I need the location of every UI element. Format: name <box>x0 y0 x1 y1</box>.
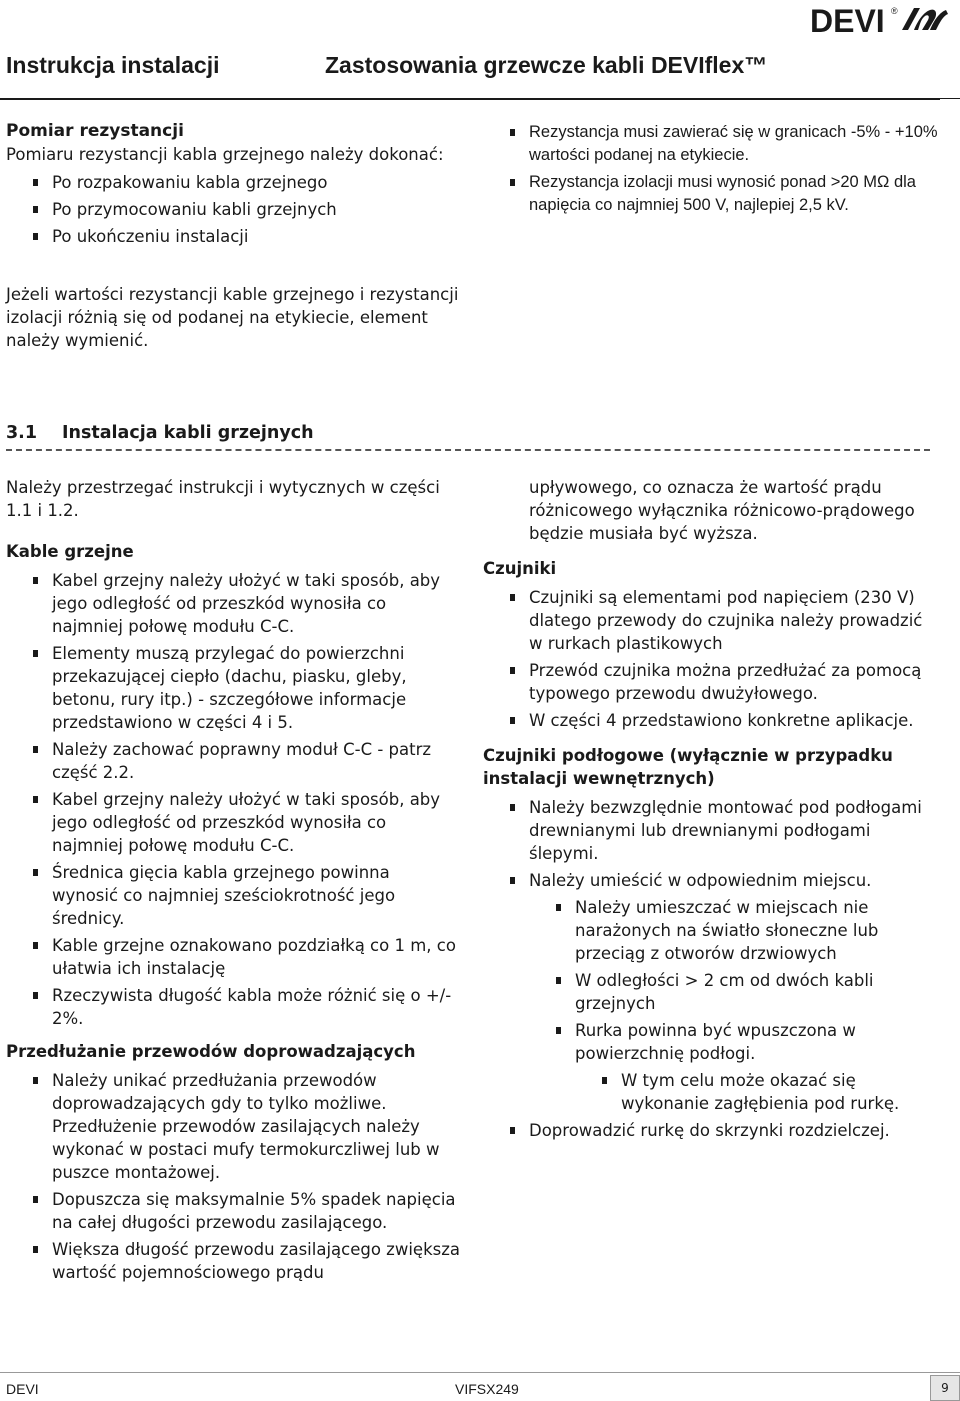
list-item: Rurka powinna być wpuszczona w powierzchnię podłogi. <box>483 1019 933 1065</box>
logo-reg-mark: ® <box>891 6 898 16</box>
list-item: W odległości > 2 cm od dwóch kabli grzejnych <box>483 969 933 1015</box>
list-item: Przewód czujnika można przedłużać za pomocą typowego przewodu dwużyłowego. <box>483 659 933 705</box>
continuation-text: upływowego, co oznacza że wartość prądu różnicowego wyłącznika różnicowo-prądowego będzie musiała być wyższa. <box>529 478 915 543</box>
product-title: Zastosowania grzewcze kabli DEVIflex™ <box>325 52 768 78</box>
right-column <box>483 476 933 1146</box>
list-item: Po ukończeniu instalacji <box>6 225 466 248</box>
list-item: Rzeczywista długość kabla może różnić się o +/- 2%. <box>6 984 461 1030</box>
list-item: Kabel grzejny należy ułożyć w taki sposób, aby jego odległość od przeszkód wynosiła co najmniej połowę modułu C-C. <box>6 788 461 857</box>
list-item: Należy umieszczać w miejscach nie narażonych na światło słoneczne lub przeciąg z otworów drzwiowych <box>483 896 933 965</box>
footer-doc-code: VIFSX249 <box>455 1381 519 1397</box>
install-intro: Należy przestrzegać instrukcji i wytycznych w części 1.1 i 1.2. <box>6 478 440 520</box>
resistance-intro: Pomiaru rezystancji kabla grzejnego należy dokonać: <box>6 145 444 164</box>
list-item: Po rozpakowaniu kabla grzejnego <box>6 171 466 194</box>
devi-logo <box>810 2 950 36</box>
list-item: Kable grzejne oznakowano pozdziałką co 1 m, co ułatwia ich instalację <box>6 934 461 980</box>
extension-list <box>6 1069 461 1284</box>
list-item: Doprowadzić rurkę do skrzynki rozdzielczej. <box>483 1119 933 1142</box>
header-divider <box>0 98 940 100</box>
extension-heading: Przedłużanie przewodów doprowadzających <box>6 1042 416 1061</box>
section-divider <box>6 449 930 451</box>
list-item: Kabel grzejny należy ułożyć w taki sposób, aby jego odległość od przeszkód wynosiła co najmniej połowę modułu C-C. <box>6 569 461 638</box>
heating-cables-list <box>6 569 461 1030</box>
list-item: Po przymocowaniu kabli grzejnych <box>6 198 466 221</box>
list-item: Średnica gięcia kabla grzejnego powinna wynosić co najmniej sześciokrotność jego średnicy. <box>6 861 461 930</box>
section-number: 3.1 <box>6 423 38 443</box>
list-item: Rezystancja izolacji musi wynosić ponad >20 MΩ dla napięcia co najmniej 500 V, najlepiej 2,5 kV. <box>483 171 938 217</box>
header-divider-tail <box>940 98 960 99</box>
footer-divider <box>0 1372 960 1373</box>
resistance-note: Jeżeli wartości rezystancji kable grzejnego i rezystancji izolacji różnią się od podanej na etykiecie, element należy wymienić. <box>6 285 459 350</box>
list-item: Większa długość przewodu zasilającego zwiększa wartość pojemnościowego prądu <box>6 1238 461 1284</box>
sensors-list <box>483 586 933 732</box>
floor-sensors-heading: Czujniki podłogowe (wyłącznie w przypadku instalacji wewnętrznych) <box>483 746 893 788</box>
list-item: Należy unikać przedłużania przewodów doprowadzających gdy to tylko możliwe. Przedłużenie przewodów zasilających należy wykonać w postaci mufy termokurczliwej lub w puszce montażowej. <box>6 1069 461 1184</box>
resistance-list <box>6 171 466 248</box>
list-item: Należy bezwzględnie montować pod podłogami drewnianymi lub drewnianymi podłogami ślepymi. <box>483 796 933 865</box>
list-item: Należy zachować poprawny moduł C-C - patrz część 2.2. <box>6 738 461 784</box>
resistance-requirements <box>483 121 938 221</box>
section-title: Instalacja kabli grzejnych <box>62 423 314 443</box>
floor-sensors-subsublist <box>483 1069 933 1115</box>
heating-cables-heading: Kable grzejne <box>6 542 134 561</box>
list-item: W tym celu może okazać się wykonanie zagłębienia pod rurkę. <box>483 1069 933 1115</box>
footer-brand: DEVI <box>6 1381 39 1397</box>
resistance-block <box>6 120 466 252</box>
list-item: Należy umieścić w odpowiednim miejscu. <box>483 869 933 892</box>
list-item: W części 4 przedstawiono konkretne aplikacje. <box>483 709 933 732</box>
list-item: Czujniki są elementami pod napięciem (230 V) dlatego przewody do czujnika należy prowadzić w rurkach plastikowych <box>483 586 933 655</box>
floor-sensors-final <box>483 1119 933 1142</box>
floor-sensors-sublist <box>483 896 933 1065</box>
resistance-heading: Pomiar rezystancji <box>6 121 184 141</box>
list-item: Dopuszcza się maksymalnie 5% spadek napięcia na całej długości przewodu zasilającego. <box>6 1188 461 1234</box>
list-item: Elementy muszą przylegać do powierzchni przekazującej ciepło (dachu, piasku, gleby, betonu, rury itp.) - szczegółowe informacje przedstawiono w części 4 i 5. <box>6 642 461 734</box>
document-title: Instrukcja instalacji <box>6 52 220 78</box>
left-column <box>6 476 461 1288</box>
sensors-heading: Czujniki <box>483 559 557 578</box>
logo-text: DEVI <box>810 3 885 36</box>
list-item: Rezystancja musi zawierać się w granicach -5% - +10% wartości podanej na etykiecie. <box>483 121 938 167</box>
floor-sensors-list <box>483 796 933 892</box>
page-number: 9 <box>930 1375 960 1401</box>
